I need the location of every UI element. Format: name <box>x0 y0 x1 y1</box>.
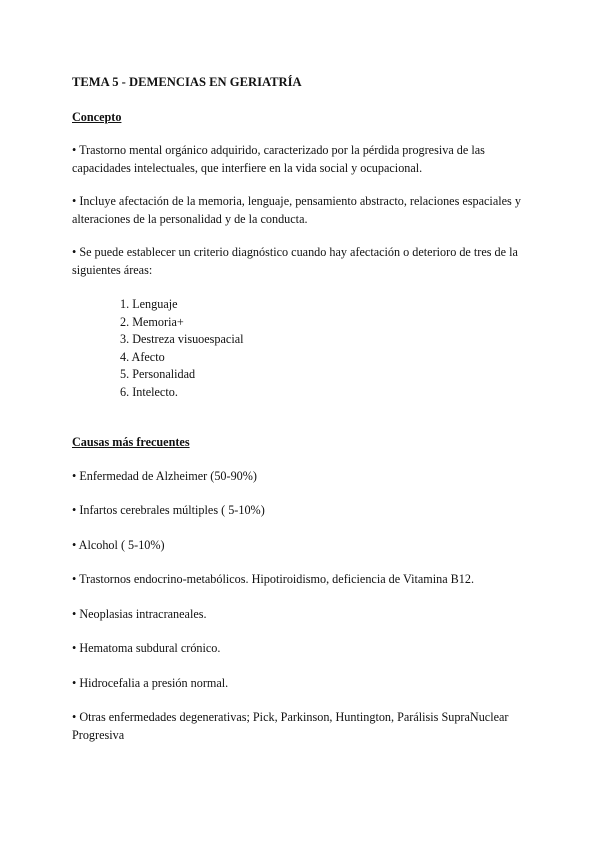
list-item: 3. Destreza visuoespacial <box>120 332 244 346</box>
cause-item: • Neoplasias intracraneales. <box>72 606 207 621</box>
cause-item: • Hematoma subdural crónico. <box>72 641 221 655</box>
cause-item: • Enfermedad de Alzheimer (50-90%) <box>72 468 257 483</box>
section-heading-concepto: Concepto <box>72 109 122 124</box>
cause-item: • Alcohol ( 5-10%) <box>72 537 165 552</box>
areas-list <box>72 296 532 401</box>
document-page <box>72 74 532 744</box>
cause-item: • Trastornos endocrino-metabólicos. Hipotiroidismo, deficiencia de Vitamina B12. <box>72 572 475 586</box>
list-item: 5. Personalidad <box>120 367 196 381</box>
list-item: 2. Memoria+ <box>120 314 184 329</box>
concepto-paragraph-3: • Se puede establecer un criterio diagnóstico cuando hay afectación o deterioro de tres de la siguientes áreas: <box>72 245 518 277</box>
list-item: 1. Lenguaje <box>120 297 178 311</box>
list-item: 4. Afecto <box>120 349 165 364</box>
cause-item: • Otras enfermedades degenerativas; Pick, Parkinson, Huntington, Parálisis SupraNuclear Progresiva <box>72 710 509 742</box>
concepto-paragraph-2: • Incluye afectación de la memoria, lenguaje, pensamiento abstracto, relaciones espaciales y alteraciones de la personalidad y de la conducta. <box>72 194 521 226</box>
cause-item: • Infartos cerebrales múltiples ( 5-10%) <box>72 503 265 517</box>
section-heading-causas: Causas más frecuentes <box>72 435 190 449</box>
concepto-paragraph-1: • Trastorno mental orgánico adquirido, caracterizado por la pérdida progresiva de las capacidades intelectuales, que interfiere en la vida social y ocupacional. <box>72 143 485 175</box>
cause-item: • Hidrocefalia a presión normal. <box>72 675 229 690</box>
document-title: TEMA 5 - DEMENCIAS EN GERIATRÍA <box>72 75 302 89</box>
list-item: 6. Intelecto. <box>120 384 178 399</box>
